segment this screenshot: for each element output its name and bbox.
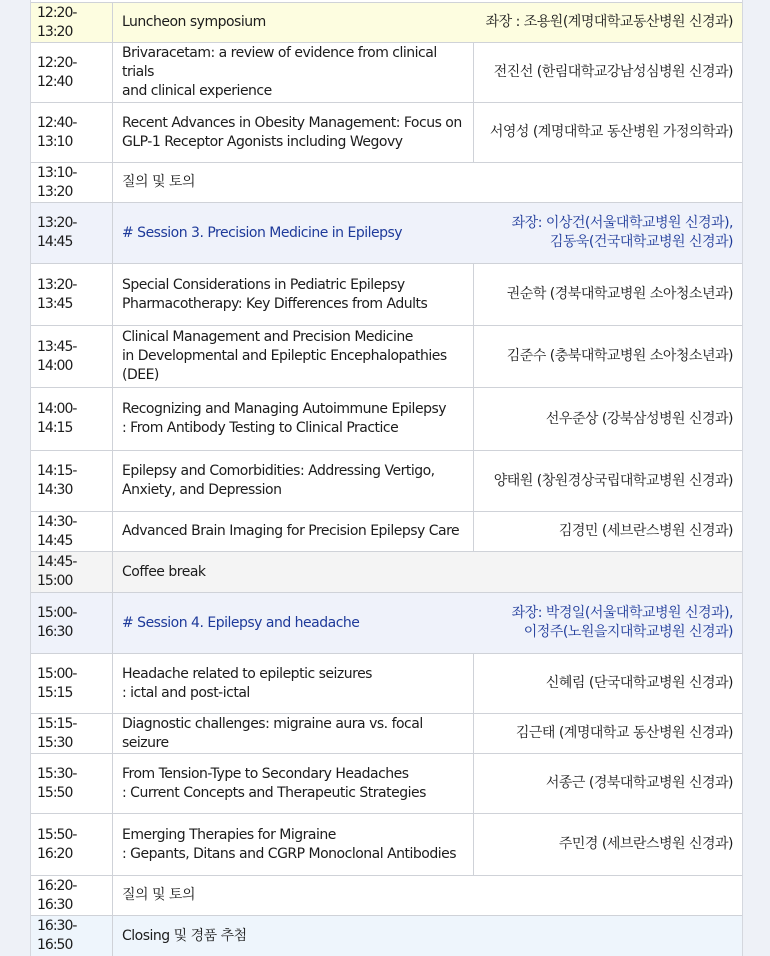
schedule-row bbox=[31, 43, 742, 103]
time-cell: 14:15-14:30 bbox=[31, 451, 113, 512]
chair-cell: 좌장: 이상건(서울대학교병원 신경과), 김동욱(건국대학교병원 신경과) bbox=[473, 203, 742, 264]
time-cell: 13:10-13:20 bbox=[31, 163, 113, 203]
speaker-cell: 김경민 (세브란스병원 신경과) bbox=[473, 512, 742, 552]
schedule-row bbox=[31, 388, 742, 451]
time-cell: 15:50-16:20 bbox=[31, 814, 113, 876]
speaker-cell: 신혜림 (단국대학교병원 신경과) bbox=[473, 654, 742, 714]
schedule-row bbox=[31, 3, 742, 43]
time-cell: 13:45-14:00 bbox=[31, 326, 113, 388]
talk-title: Recognizing and Managing Autoimmune Epilepsy : From Antibody Testing to Clinical Practice bbox=[113, 388, 474, 451]
time-cell: 12:20-12:40 bbox=[31, 43, 113, 103]
talk-title: Recent Advances in Obesity Management: Focus on GLP-1 Receptor Agonists including Wegovy bbox=[113, 103, 474, 163]
talk-title: Diagnostic challenges: migraine aura vs. focal seizure bbox=[113, 714, 474, 754]
time-cell: 14:00-14:15 bbox=[31, 388, 113, 451]
talk-title: Luncheon symposium bbox=[113, 3, 474, 43]
program-rows bbox=[31, 3, 742, 956]
schedule-row bbox=[31, 876, 742, 916]
schedule-row bbox=[31, 451, 742, 512]
time-cell: 14:30-14:45 bbox=[31, 512, 113, 552]
talk-title: 질의 및 토의 bbox=[113, 163, 743, 203]
schedule-row bbox=[31, 654, 742, 714]
talk-title: From Tension-Type to Secondary Headaches : Current Concepts and Therapeutic Strategies bbox=[113, 754, 474, 814]
session-title: # Session 3. Precision Medicine in Epilepsy bbox=[113, 203, 474, 264]
talk-title: Advanced Brain Imaging for Precision Epilepsy Care bbox=[113, 512, 474, 552]
schedule-row bbox=[31, 714, 742, 754]
time-cell: 15:30-15:50 bbox=[31, 754, 113, 814]
schedule-row bbox=[31, 916, 742, 956]
session-title: # Session 4. Epilepsy and headache bbox=[113, 593, 474, 654]
schedule-row bbox=[31, 326, 742, 388]
talk-title: Coffee break bbox=[113, 552, 743, 593]
talk-title: Headache related to epileptic seizures : ictal and post-ictal bbox=[113, 654, 474, 714]
schedule-row bbox=[31, 512, 742, 552]
talk-title: Clinical Management and Precision Medicine in Developmental and Epileptic Encephalopathies (DEE) bbox=[113, 326, 474, 388]
speaker-cell: 양태원 (창원경상국립대학교병원 신경과) bbox=[473, 451, 742, 512]
time-cell: 12:20-13:20 bbox=[31, 3, 113, 43]
schedule-row bbox=[31, 552, 742, 593]
time-cell: 15:00-15:15 bbox=[31, 654, 113, 714]
time-cell: 13:20-14:45 bbox=[31, 203, 113, 264]
speaker-cell: 권순학 (경북대학교병원 소아청소년과) bbox=[473, 264, 742, 326]
talk-title: Epilepsy and Comorbidities: Addressing Vertigo, Anxiety, and Depression bbox=[113, 451, 474, 512]
schedule-row bbox=[31, 264, 742, 326]
program-page bbox=[30, 0, 743, 956]
speaker-cell: 서종근 (경북대학교병원 신경과) bbox=[473, 754, 742, 814]
speaker-cell: 서영성 (계명대학교 동산병원 가정의학과) bbox=[473, 103, 742, 163]
schedule-row bbox=[31, 754, 742, 814]
speaker-cell: 김준수 (충북대학교병원 소아청소년과) bbox=[473, 326, 742, 388]
time-cell: 14:45-15:00 bbox=[31, 552, 113, 593]
speaker-cell: 김근태 (계명대학교 동산병원 신경과) bbox=[473, 714, 742, 754]
time-cell: 16:20-16:30 bbox=[31, 876, 113, 916]
chair-cell: 좌장: 박경일(서울대학교병원 신경과), 이정주(노원을지대학교병원 신경과) bbox=[473, 593, 742, 654]
time-cell: 13:20-13:45 bbox=[31, 264, 113, 326]
speaker-cell: 전진선 (한림대학교강남성심병원 신경과) bbox=[473, 43, 742, 103]
talk-title: Closing 및 경품 추첨 bbox=[113, 916, 743, 956]
schedule-row bbox=[31, 814, 742, 876]
schedule-row bbox=[31, 163, 742, 203]
session-header-row bbox=[31, 593, 742, 654]
schedule-row bbox=[31, 103, 742, 163]
talk-title: Brivaracetam: a review of evidence from clinical trials and clinical experience bbox=[113, 43, 474, 103]
talk-title: Special Considerations in Pediatric Epilepsy Pharmacotherapy: Key Differences from Adults bbox=[113, 264, 474, 326]
time-cell: 15:15-15:30 bbox=[31, 714, 113, 754]
session-header-row bbox=[31, 203, 742, 264]
program-table bbox=[31, 2, 742, 956]
time-cell: 12:40-13:10 bbox=[31, 103, 113, 163]
speaker-cell: 주민경 (세브란스병원 신경과) bbox=[473, 814, 742, 876]
talk-title: 질의 및 토의 bbox=[113, 876, 743, 916]
speaker-cell: 선우준상 (강북삼성병원 신경과) bbox=[473, 388, 742, 451]
chair-cell: 좌장 : 조용원(계명대학교동산병원 신경과) bbox=[473, 3, 742, 43]
time-cell: 16:30-16:50 bbox=[31, 916, 113, 956]
talk-title: Emerging Therapies for Migraine : Gepants, Ditans and CGRP Monoclonal Antibodies bbox=[113, 814, 474, 876]
time-cell: 15:00-16:30 bbox=[31, 593, 113, 654]
